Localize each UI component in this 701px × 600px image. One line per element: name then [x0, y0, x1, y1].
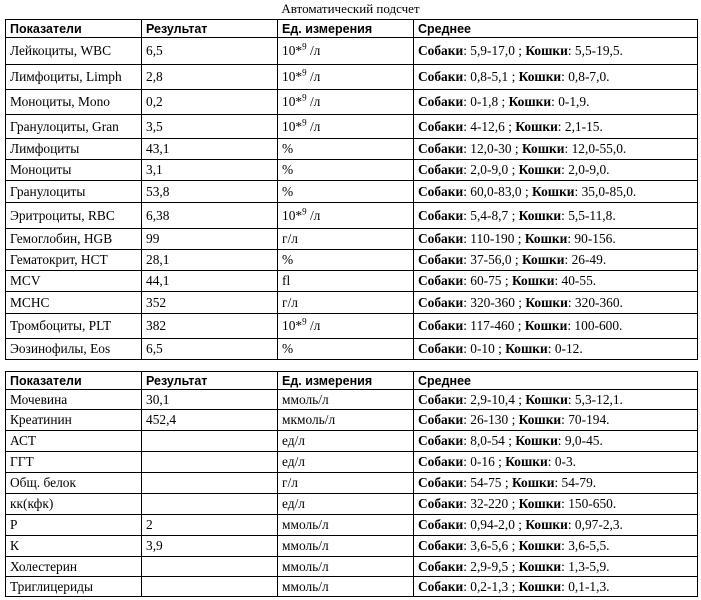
- table-row: [6, 431, 698, 452]
- result-cell: 3,1: [142, 160, 278, 181]
- dogs-range: 2,0-9,0: [470, 162, 509, 177]
- unit-text: %: [282, 341, 294, 356]
- col-header-parameter: Показатели: [6, 372, 142, 390]
- cats-label: Кошки: [511, 475, 555, 490]
- col-header-unit: Ед. измерения: [278, 20, 414, 38]
- reference-cell: Собаки: 54-75 ; Кошки: 54-79.: [414, 473, 698, 494]
- parameter-cell: Мочевина: [6, 390, 142, 410]
- unit-tail: /л: [306, 69, 321, 84]
- table-row: [6, 271, 698, 292]
- dogs-range: 0-1,8: [470, 94, 499, 109]
- dogs-range: 2,9-9,5: [470, 558, 509, 574]
- dogs-label: Собаки: [418, 162, 464, 177]
- parameter-cell: Эозинофилы, Eos: [6, 339, 142, 360]
- range-separator: ;: [524, 183, 529, 199]
- dogs-label: Собаки: [418, 538, 464, 553]
- table-row: [6, 90, 698, 115]
- result-cell: 382: [142, 314, 278, 339]
- result-cell: [142, 473, 278, 494]
- range-separator: ;: [514, 252, 519, 267]
- unit-cell: [278, 314, 414, 339]
- cats-label: Кошки: [525, 294, 568, 310]
- reference-cell: Собаки: 2,9-9,5 ; Кошки: 1,3-5,9.: [414, 557, 698, 577]
- parameter-cell: кк(кфк): [6, 494, 142, 515]
- col-header-reference: Среднее: [414, 372, 698, 390]
- cats-range: 5,3-12,1.: [574, 391, 623, 407]
- unit-cell: [278, 115, 414, 139]
- cats-label: Кошки: [524, 318, 568, 333]
- dogs-label: Собаки: [418, 231, 464, 246]
- parameter-cell: Моноциты: [6, 160, 142, 181]
- reference-cell: Собаки: 37-56,0 ; Кошки: 26-49.: [414, 250, 698, 271]
- cats-label: Кошки: [515, 118, 558, 134]
- unit-text: г/л: [282, 231, 298, 246]
- parameter-cell: Общ. белок: [6, 473, 142, 494]
- parameter-cell: Холестерин: [6, 557, 142, 577]
- unit-cell: [278, 38, 414, 65]
- parameter-cell: MCHC: [6, 292, 142, 314]
- cats-range: 70-194.: [568, 412, 610, 427]
- cats-label: Кошки: [532, 183, 575, 199]
- reference-cell: Собаки: 5,4-8,7 ; Кошки: 5,5-11,8.: [414, 203, 698, 229]
- unit-text: %: [282, 162, 294, 177]
- parameter-cell: Гематокрит, HCT: [6, 250, 142, 271]
- reference-cell: Собаки: 0,8-5,1 ; Кошки: 0,8-7,0.: [414, 65, 698, 90]
- range-separator: ;: [514, 141, 519, 156]
- parameter-cell: Гемоглобин, HGB: [6, 229, 142, 250]
- table-row: [6, 515, 698, 536]
- table-row: [6, 38, 698, 65]
- range-separator: ;: [511, 162, 516, 177]
- dogs-label: Собаки: [418, 69, 464, 84]
- unit-cell: [278, 473, 414, 494]
- biochemistry-header-row: [6, 372, 698, 390]
- unit-text: ммоль/л: [282, 538, 329, 553]
- table-row: [6, 557, 698, 577]
- reference-cell: Собаки: 60-75 ; Кошки: 40-55.: [414, 271, 698, 292]
- dogs-label: Собаки: [418, 391, 464, 407]
- cats-range: 0-1,9.: [558, 94, 590, 109]
- unit-cell: [278, 90, 414, 115]
- report-caption: Автоматический подсчет: [281, 1, 420, 16]
- unit-text: ед/л: [282, 454, 305, 469]
- result-cell: [142, 431, 278, 452]
- range-separator: ;: [504, 475, 509, 490]
- cats-label: Кошки: [522, 141, 565, 156]
- result-cell: 2,8: [142, 65, 278, 90]
- reference-cell: Собаки: 8,0-54 ; Кошки: 9,0-45.: [414, 431, 698, 452]
- unit-cell: [278, 139, 414, 160]
- table-row: [6, 339, 698, 360]
- cats-range: 54-79.: [561, 475, 597, 490]
- table-row: [6, 410, 698, 431]
- parameter-cell: MCV: [6, 271, 142, 292]
- reference-cell: Собаки: 0,94-2,0 ; Кошки: 0,97-2,3.: [414, 515, 698, 536]
- biochemistry-rows: [6, 390, 698, 597]
- unit-cell: [278, 410, 414, 431]
- dogs-label: Собаки: [418, 496, 464, 511]
- dogs-label: Собаки: [418, 412, 464, 427]
- dogs-range: 0-10: [470, 341, 495, 356]
- result-cell: 352: [142, 292, 278, 314]
- unit-text: ммоль/л: [282, 517, 329, 532]
- cats-range: 100-600.: [574, 318, 623, 333]
- dogs-label: Собаки: [418, 517, 464, 532]
- reference-cell: Собаки: 0-1,8 ; Кошки: 0-1,9.: [414, 90, 698, 115]
- range-separator: ;: [511, 496, 516, 511]
- dogs-range: 54-75: [470, 475, 502, 490]
- table-row: [6, 577, 698, 597]
- unit-text: ммоль/л: [282, 558, 329, 574]
- reference-cell: Собаки: 3,6-5,6 ; Кошки: 3,6-5,5.: [414, 536, 698, 557]
- parameter-cell: К: [6, 536, 142, 557]
- dogs-range: 12,0-30: [470, 141, 512, 156]
- unit-tail: /л: [306, 43, 321, 58]
- cats-range: 90-156.: [574, 231, 616, 246]
- unit-cell: [278, 536, 414, 557]
- parameter-cell: Гранулоциты, Gran: [6, 115, 142, 139]
- reference-cell: Собаки: 26-130 ; Кошки: 70-194.: [414, 410, 698, 431]
- dogs-label: Собаки: [418, 273, 464, 288]
- table-row: [6, 181, 698, 203]
- table-row: [6, 473, 698, 494]
- unit-cell: [278, 203, 414, 229]
- parameter-cell: АСТ: [6, 431, 142, 452]
- parameter-cell: Креатинин: [6, 410, 142, 431]
- range-separator: ;: [517, 318, 522, 333]
- cats-label: Кошки: [518, 578, 562, 594]
- unit-cell: [278, 390, 414, 410]
- reference-cell: Собаки: 4-12,6 ; Кошки: 2,1-15.: [414, 115, 698, 139]
- unit-cell: [278, 494, 414, 515]
- parameter-cell: Тромбоциты, PLT: [6, 314, 142, 339]
- range-separator: ;: [518, 517, 522, 532]
- range-separator: ;: [501, 94, 506, 109]
- cats-range: 0-3.: [554, 454, 577, 469]
- cats-range: 2,1-15.: [564, 118, 603, 134]
- cats-range: 40-55.: [561, 273, 597, 288]
- dogs-range: 5,9-17,0: [470, 43, 515, 58]
- result-cell: 30,1: [142, 390, 278, 410]
- result-cell: 43,1: [142, 139, 278, 160]
- range-separator: ;: [498, 454, 502, 469]
- dogs-range: 5,4-8,7: [470, 207, 509, 223]
- unit-cell: [278, 229, 414, 250]
- unit-cell: [278, 250, 414, 271]
- unit-cell: [278, 577, 414, 597]
- range-separator: ;: [511, 578, 516, 594]
- dogs-label: Собаки: [418, 433, 464, 448]
- reference-cell: Собаки: 0,2-1,3 ; Кошки: 0,1-1,3.: [414, 577, 698, 597]
- table-row: [6, 203, 698, 229]
- cats-range: 320-360.: [574, 294, 623, 310]
- range-separator: ;: [518, 43, 522, 58]
- cats-label: Кошки: [511, 273, 555, 288]
- table-row: [6, 160, 698, 181]
- unit-exponent: 9: [302, 206, 307, 217]
- unit-exponent: 9: [302, 67, 307, 78]
- unit-text: мкмоль/л: [282, 412, 336, 427]
- unit-exponent: 9: [302, 92, 307, 103]
- dogs-range: 60,0-83,0: [470, 183, 522, 199]
- unit-text: ммоль/л: [282, 391, 329, 407]
- cbc-table: [5, 19, 698, 360]
- unit-cell: [278, 452, 414, 473]
- result-cell: 3,5: [142, 115, 278, 139]
- range-separator: ;: [517, 231, 522, 246]
- range-separator: ;: [508, 118, 512, 134]
- reference-cell: Собаки: 32-220 ; Кошки: 150-650.: [414, 494, 698, 515]
- cats-label: Кошки: [508, 94, 552, 109]
- dogs-range: 2,9-10,4: [470, 391, 515, 407]
- unit-tail: /л: [306, 94, 321, 109]
- table-row: [6, 115, 698, 139]
- result-cell: [142, 557, 278, 577]
- col-header-parameter: Показатели: [6, 20, 142, 38]
- parameter-cell: Гранулоциты: [6, 181, 142, 203]
- reference-cell: Собаки: 60,0-83,0 ; Кошки: 35,0-85,0.: [414, 181, 698, 203]
- cats-range: 150-650.: [568, 496, 617, 511]
- result-cell: 452,4: [142, 410, 278, 431]
- unit-text: %: [282, 141, 294, 156]
- table-row: [6, 229, 698, 250]
- cats-label: Кошки: [505, 454, 548, 469]
- cats-range: 5,5-11,8.: [568, 207, 616, 223]
- range-separator: ;: [504, 273, 509, 288]
- result-cell: 99: [142, 229, 278, 250]
- cbc-header-row: [6, 20, 698, 38]
- cbc-rows: [6, 38, 698, 360]
- cats-label: Кошки: [522, 252, 565, 267]
- unit-text: 10*: [282, 318, 303, 333]
- reference-cell: Собаки: 320-360 ; Кошки: 320-360.: [414, 292, 698, 314]
- result-cell: 0,2: [142, 90, 278, 115]
- result-cell: 3,9: [142, 536, 278, 557]
- col-header-result: Результат: [142, 372, 278, 390]
- cats-label: Кошки: [525, 391, 568, 407]
- result-cell: [142, 577, 278, 597]
- cats-range: 35,0-85,0.: [581, 183, 637, 199]
- dogs-label: Собаки: [418, 94, 464, 109]
- reference-cell: Собаки: 117-460 ; Кошки: 100-600.: [414, 314, 698, 339]
- reference-cell: Собаки: 0-16 ; Кошки: 0-3.: [414, 452, 698, 473]
- table-row: [6, 314, 698, 339]
- unit-text: ед/л: [282, 433, 305, 448]
- cats-range: 1,3-5,9.: [568, 558, 610, 574]
- range-separator: ;: [498, 341, 502, 356]
- dogs-label: Собаки: [418, 578, 464, 594]
- dogs-label: Собаки: [418, 475, 464, 490]
- range-separator: ;: [518, 391, 522, 407]
- cats-label: Кошки: [525, 517, 568, 532]
- unit-text: 10*: [282, 69, 303, 84]
- unit-cell: [278, 339, 414, 360]
- cats-label: Кошки: [518, 207, 562, 223]
- unit-text: %: [282, 252, 294, 267]
- biochemistry-table: [5, 371, 698, 597]
- dogs-range: 320-360: [470, 294, 515, 310]
- table-row: [6, 494, 698, 515]
- reference-cell: Собаки: 0-10 ; Кошки: 0-12.: [414, 339, 698, 360]
- dogs-label: Собаки: [418, 318, 464, 333]
- result-cell: 2: [142, 515, 278, 536]
- cats-range: 0-12.: [554, 341, 583, 356]
- parameter-cell: Лимфоциты: [6, 139, 142, 160]
- dogs-label: Собаки: [418, 454, 464, 469]
- result-cell: 44,1: [142, 271, 278, 292]
- table-row: [6, 250, 698, 271]
- cats-label: Кошки: [518, 558, 562, 574]
- parameter-cell: Р: [6, 515, 142, 536]
- dogs-label: Собаки: [418, 43, 464, 58]
- unit-text: ед/л: [282, 496, 305, 511]
- unit-cell: [278, 431, 414, 452]
- range-separator: ;: [511, 558, 516, 574]
- unit-text: г/л: [282, 294, 298, 310]
- cats-range: 26-49.: [571, 252, 607, 267]
- dogs-range: 0,8-5,1: [470, 69, 509, 84]
- dogs-label: Собаки: [418, 341, 464, 356]
- range-separator: ;: [511, 69, 516, 84]
- col-header-result: Результат: [142, 20, 278, 38]
- unit-text: ммоль/л: [282, 578, 329, 594]
- cats-label: Кошки: [518, 538, 562, 553]
- table-row: [6, 292, 698, 314]
- range-separator: ;: [511, 207, 516, 223]
- dogs-range: 110-190: [470, 231, 515, 246]
- unit-text: г/л: [282, 475, 298, 490]
- parameter-cell: Лимфоциты, Limph: [6, 65, 142, 90]
- table-row: [6, 390, 698, 410]
- cats-label: Кошки: [518, 69, 562, 84]
- table-row: [6, 452, 698, 473]
- range-separator: ;: [511, 538, 516, 553]
- unit-cell: [278, 292, 414, 314]
- cats-label: Кошки: [524, 231, 568, 246]
- range-separator: ;: [518, 294, 522, 310]
- unit-cell: [278, 515, 414, 536]
- cats-label: Кошки: [518, 412, 562, 427]
- dogs-label: Собаки: [418, 183, 464, 199]
- dogs-range: 4-12,6: [470, 118, 505, 134]
- range-separator: ;: [511, 412, 516, 427]
- parameter-cell: Моноциты, Mono: [6, 90, 142, 115]
- reference-cell: Собаки: 2,9-10,4 ; Кошки: 5,3-12,1.: [414, 390, 698, 410]
- result-cell: 6,38: [142, 203, 278, 229]
- parameter-cell: ГГТ: [6, 452, 142, 473]
- dogs-range: 3,6-5,6: [470, 538, 509, 553]
- cats-range: 2,0-9,0.: [568, 162, 610, 177]
- dogs-label: Собаки: [418, 252, 464, 267]
- cats-range: 0,8-7,0.: [568, 69, 610, 84]
- cats-label: Кошки: [525, 43, 568, 58]
- dogs-range: 26-130: [470, 412, 509, 427]
- dogs-label: Собаки: [418, 294, 464, 310]
- reference-cell: Собаки: 2,0-9,0 ; Кошки: 2,0-9,0.: [414, 160, 698, 181]
- dogs-range: 0-16: [470, 454, 495, 469]
- unit-text: fl: [282, 273, 291, 288]
- result-cell: [142, 452, 278, 473]
- result-cell: 6,5: [142, 38, 278, 65]
- table-row: [6, 65, 698, 90]
- unit-tail: /л: [306, 318, 321, 333]
- unit-cell: [278, 271, 414, 292]
- unit-cell: [278, 160, 414, 181]
- cats-range: 3,6-5,5.: [568, 538, 610, 553]
- dogs-range: 60-75: [470, 273, 502, 288]
- cats-range: 0,1-1,3.: [568, 578, 610, 594]
- unit-text: 10*: [282, 94, 303, 109]
- dogs-range: 0,94-2,0: [470, 517, 515, 532]
- range-separator: ;: [508, 433, 512, 448]
- unit-tail: /л: [306, 118, 321, 134]
- unit-cell: [278, 181, 414, 203]
- parameter-cell: Триглицериды: [6, 577, 142, 597]
- col-header-unit: Ед. измерения: [278, 372, 414, 390]
- col-header-reference: Среднее: [414, 20, 698, 38]
- unit-text: 10*: [282, 207, 303, 223]
- cats-label: Кошки: [515, 433, 558, 448]
- cats-label: Кошки: [518, 162, 562, 177]
- result-cell: 53,8: [142, 181, 278, 203]
- parameter-cell: Лейкоциты, WBC: [6, 38, 142, 65]
- unit-cell: [278, 65, 414, 90]
- unit-exponent: 9: [302, 41, 307, 52]
- reference-cell: Собаки: 5,9-17,0 ; Кошки: 5,5-19,5.: [414, 38, 698, 65]
- unit-exponent: 9: [302, 117, 307, 128]
- parameter-cell: Эритроциты, RBC: [6, 203, 142, 229]
- result-cell: 6,5: [142, 339, 278, 360]
- cats-range: 12,0-55,0.: [571, 141, 627, 156]
- unit-text: 10*: [282, 43, 303, 58]
- dogs-range: 32-220: [470, 496, 509, 511]
- reference-cell: Собаки: 12,0-30 ; Кошки: 12,0-55,0.: [414, 139, 698, 160]
- unit-text: %: [282, 183, 294, 199]
- dogs-label: Собаки: [418, 207, 464, 223]
- table-row: [6, 536, 698, 557]
- reference-cell: Собаки: 110-190 ; Кошки: 90-156.: [414, 229, 698, 250]
- cats-label: Кошки: [505, 341, 548, 356]
- dogs-range: 37-56,0: [470, 252, 512, 267]
- unit-cell: [278, 557, 414, 577]
- dogs-label: Собаки: [418, 141, 464, 156]
- dogs-label: Собаки: [418, 558, 464, 574]
- dogs-label: Собаки: [418, 118, 464, 134]
- result-cell: 28,1: [142, 250, 278, 271]
- table-row: [6, 139, 698, 160]
- cats-range: 5,5-19,5.: [574, 43, 623, 58]
- cats-range: 9,0-45.: [564, 433, 603, 448]
- result-cell: [142, 494, 278, 515]
- cats-label: Кошки: [518, 496, 562, 511]
- unit-text: 10*: [282, 118, 303, 134]
- dogs-range: 8,0-54: [470, 433, 505, 448]
- unit-tail: /л: [306, 207, 321, 223]
- dogs-range: 117-460: [470, 318, 515, 333]
- cats-range: 0,97-2,3.: [574, 517, 623, 532]
- dogs-range: 0,2-1,3: [470, 578, 509, 594]
- unit-exponent: 9: [302, 316, 307, 327]
